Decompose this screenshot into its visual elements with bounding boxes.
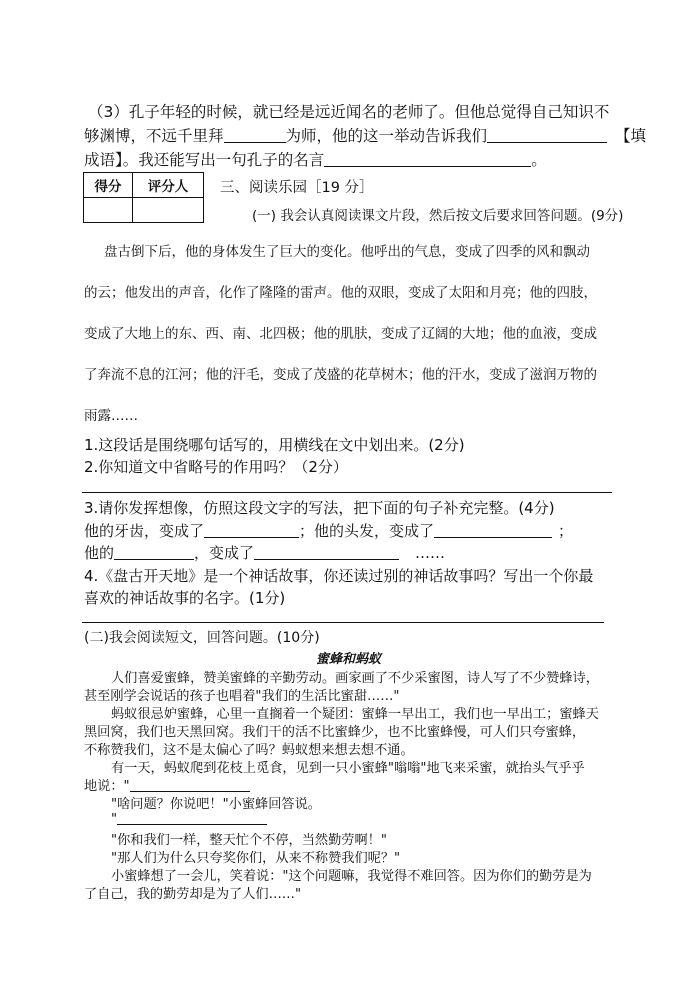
q3-line2-text-a: 够渊博，不远千里拜 (84, 127, 224, 145)
fill-text: 他的 (84, 544, 115, 562)
answer-blank[interactable] (434, 522, 552, 538)
fill-text: 他的牙齿，变成了 (84, 522, 205, 540)
story-line: "你和我们一样，整天忙个不停，当然勤劳啊！" (111, 833, 387, 848)
story-line: 不称赞我们，这不是太偏心了吗？蚂蚁想来想去想不通。 (84, 743, 414, 758)
fill-text: …… (415, 544, 446, 562)
story-line: 小蜜蜂想了一会儿，笑着说："这个问题嘛，我觉得不难回答。因为你们的勤劳是为 (111, 869, 592, 884)
answer-blank[interactable] (130, 778, 250, 792)
passage-line: 了奔流不息的江河；他的汗毛，变成了茂盛的花草树木；他的汗水，变成了滋润万物的 (84, 367, 597, 383)
answer-line[interactable] (82, 492, 612, 493)
passage-line: 雨露…… (84, 408, 138, 424)
answer-blank[interactable] (254, 544, 399, 560)
subsection-instruction: (一) 我会认真阅读课文片段，然后按文后要求回答问题。(9分) (252, 208, 624, 224)
answer-line[interactable] (82, 622, 604, 623)
question-3: 3.请你发挥想像，仿照这段文字的写法，把下面的句子补充完整。(4分) (84, 499, 555, 517)
answer-blank[interactable] (324, 151, 531, 168)
q3-line3-text-a: 成语】。我还能写出一句孔子的名言 (84, 151, 325, 169)
passage-line: 的云；他发出的声音，化作了隆隆的雷声。他的双眼，变成了太阳和月亮；他的四肢， (84, 285, 597, 301)
story-line: 人们喜爱蜜蜂，赞美蜜蜂的辛勤劳动。画家画了不少采蜜图，诗人写了不少赞蜂诗， (111, 671, 599, 686)
passage-line: 盘古倒下后，他的身体发生了巨大的变化。他呼出的气息，变成了四季的风和飘动 (104, 244, 590, 260)
story-line: "那人们为什么只夸奖你们，从来不称赞我们呢？" (111, 851, 401, 866)
story-text: " (111, 812, 118, 828)
subsection-heading: (二)我会阅读短文，回答问题。(10分) (84, 630, 320, 646)
story-line: 蚂蚁很忌妒蜜蜂，心里一直搁着一个疑团：蜜蜂一早出工，我们也一早出工；蜜蜂天 (111, 707, 599, 722)
question-1: 1.这段话是围绕哪句话写的，用横线在文中划出来。(2分) (84, 436, 465, 454)
story-line: 甚至刚学会说话的孩子也唱着"我们的生活比蜜甜……" (84, 689, 400, 704)
fill-text: ； (558, 522, 574, 540)
score-cell[interactable] (84, 198, 133, 223)
answer-blank[interactable] (224, 127, 286, 144)
section-heading: 三、阅读乐园［19 分］ (220, 180, 374, 196)
story-line (111, 811, 267, 827)
grader-cell[interactable] (133, 198, 204, 223)
story-line: "啥问题？你说吧！"小蜜蜂回答说。 (111, 797, 321, 812)
story-title: 蜜蜂和蚂蚁 (316, 652, 382, 667)
q3-fill-line1 (84, 520, 573, 541)
answer-blank[interactable] (204, 522, 299, 538)
question-2: 2.你知道文中省略号的作用吗？（2分） (84, 458, 348, 476)
question-4-line1: 4.《盘古开天地》是一个神话故事，你还读过别的神话故事吗？写出一个你最 (84, 567, 594, 585)
q3-line1: （3）孔子年轻的时候，就已经是远近闻名的老师了。但他总觉得自己知识不 (88, 103, 610, 121)
grader-header: 评分人 (133, 173, 204, 198)
passage-line: 变成了大地上的东、西、南、北四极；他的肌肤，变成了辽阔的大地；他的血液，变成 (84, 326, 597, 342)
fill-text: ，变成了 (194, 544, 255, 562)
q3-line2-text-c: 【填 (615, 127, 647, 145)
q3-line2 (84, 124, 646, 146)
story-line: 黑回窝，我们也天黑回窝。我们干的活不比蜜蜂少，也不比蜜蜂慢，可人们只夸蜜蜂， (84, 725, 586, 740)
answer-blank[interactable] (117, 811, 267, 825)
answer-blank[interactable] (114, 544, 194, 560)
score-table (83, 172, 204, 223)
story-line: 有一天，蚂蚁爬到花枝上觅食，见到一只小蜜蜂"嗡嗡"地飞来采蜜，就抬头气乎乎 (111, 761, 585, 776)
story-line: 了自己，我的勤劳却是为了人们……" (84, 887, 302, 902)
question-4-line2: 喜欢的神话故事的名字。(1分) (84, 589, 286, 607)
story-line (84, 775, 250, 794)
story-text: 地说：" (84, 779, 130, 794)
q3-line3-text-b: 。 (531, 151, 547, 169)
answer-blank[interactable] (487, 127, 607, 144)
q3-line3 (84, 148, 547, 170)
q3-fill-line2 (84, 542, 445, 563)
score-header: 得分 (84, 173, 133, 198)
fill-text: ；他的头发，变成了 (299, 522, 435, 540)
q3-line2-text-b: 为师，他的这一举动告诉我们 (285, 127, 488, 145)
